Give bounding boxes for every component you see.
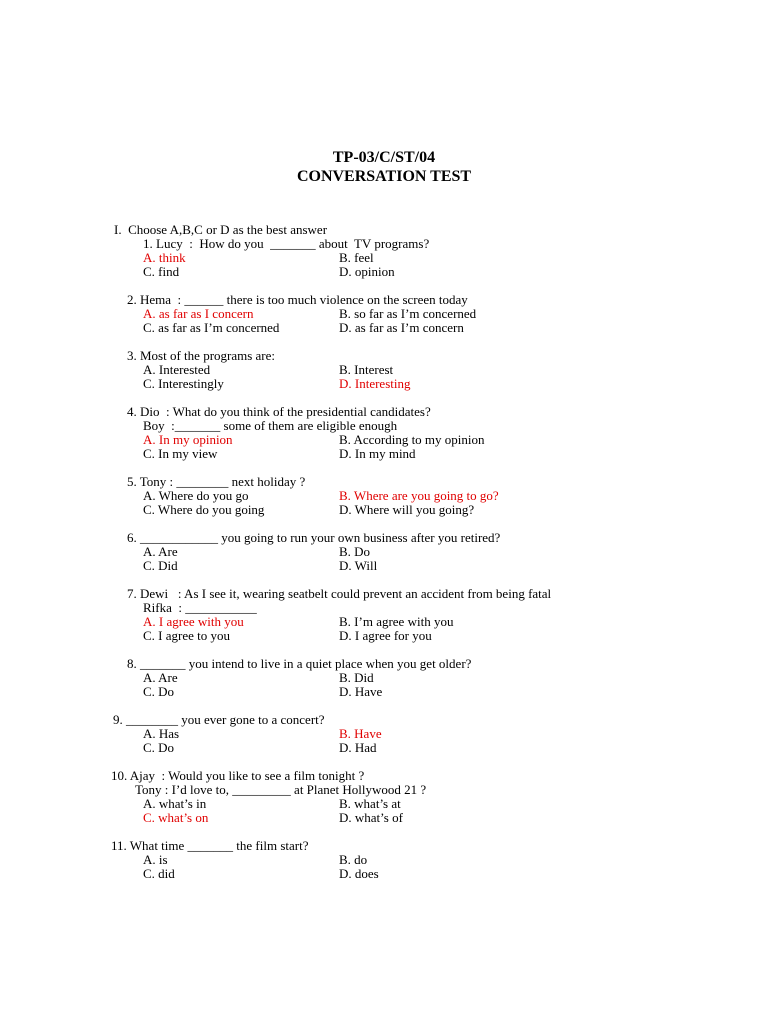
answer-option-correct: B. Where are you going to go? [339, 488, 499, 503]
answer-option: A. Interested [143, 362, 211, 377]
answer-option: D. Where will you going? [339, 502, 475, 517]
answer-option: B. Did [339, 670, 374, 685]
answer-option: D. what’s of [339, 810, 403, 825]
answer-option: A. is [143, 852, 168, 867]
answer-option: A. what’s in [143, 796, 207, 811]
page-code: TP-03/C/ST/04 [332, 149, 436, 166]
answer-option: A. Are [143, 670, 178, 685]
question-stem: 5. Tony : ________ next holiday ? [127, 474, 306, 489]
question-response-line: Tony : I’d love to, _________ at Planet Hollywood 21 ? [135, 782, 427, 797]
answer-option: C. Do [143, 684, 175, 699]
answer-option: C. I agree to you [143, 628, 231, 643]
answer-option: C. In my view [143, 446, 218, 461]
answer-option: C. Did [143, 558, 178, 573]
answer-option: B. According to my opinion [339, 432, 485, 447]
answer-option: C. Where do you going [143, 502, 265, 517]
question-stem: 2. Hema : ______ there is too much violence on the screen today [127, 292, 468, 307]
question-stem: 4. Dio : What do you think of the presidential candidates? [127, 404, 431, 419]
answer-option: C. Do [143, 740, 175, 755]
answer-option: A. Are [143, 544, 178, 559]
answer-option: A. Has [143, 726, 180, 741]
answer-option: D. Have [339, 684, 383, 699]
answer-option-correct: C. what’s on [143, 810, 209, 825]
answer-option: D. opinion [339, 264, 395, 279]
answer-option: D. I agree for you [339, 628, 432, 643]
question-response-line: Rifka : ___________ [143, 600, 257, 615]
page-title: CONVERSATION TEST [296, 168, 472, 185]
answer-option: D. In my mind [339, 446, 416, 461]
answer-option: D. does [339, 866, 379, 881]
answer-option: B. do [339, 852, 368, 867]
answer-option-correct: A. as far as I concern [143, 306, 254, 321]
answer-option: D. Will [339, 558, 378, 573]
section-heading: I. Choose A,B,C or D as the best answer [114, 222, 328, 237]
answer-option: B. so far as I’m concerned [339, 306, 477, 321]
answer-option: D. Had [339, 740, 377, 755]
answer-option: C. find [143, 264, 180, 279]
question-stem: 1. Lucy : How do you _______ about TV programs? [143, 236, 430, 251]
answer-option-correct: A. think [143, 250, 186, 265]
question-stem: 10. Ajay : Would you like to see a film tonight ? [111, 768, 365, 783]
answer-option: D. as far as I’m concern [339, 320, 464, 335]
answer-option: B. what’s at [339, 796, 401, 811]
question-stem: 11. What time _______ the film start? [111, 838, 309, 853]
answer-option-correct: A. I agree with you [143, 614, 244, 629]
question-stem: 8. _______ you intend to live in a quiet place when you get older? [127, 656, 472, 671]
answer-option: A. Where do you go [143, 488, 249, 503]
answer-option: B. I’m agree with you [339, 614, 454, 629]
question-stem: 7. Dewi : As I see it, wearing seatbelt could prevent an accident from being fatal [127, 586, 552, 601]
answer-option-correct: A. In my opinion [143, 432, 233, 447]
question-stem: 6. ____________ you going to run your own business after you retired? [127, 530, 501, 545]
question-stem: 3. Most of the programs are: [127, 348, 276, 363]
answer-option: B. feel [339, 250, 374, 265]
answer-option: C. Interestingly [143, 376, 224, 391]
answer-option: B. Interest [339, 362, 394, 377]
question-response-line: Boy :_______ some of them are eligible enough [143, 418, 398, 433]
answer-option: C. as far as I’m concerned [143, 320, 280, 335]
answer-option: B. Do [339, 544, 371, 559]
answer-option-correct: D. Interesting [339, 376, 411, 391]
question-stem: 9. ________ you ever gone to a concert? [113, 712, 325, 727]
answer-option: C. did [143, 866, 175, 881]
answer-option-correct: B. Have [339, 726, 382, 741]
